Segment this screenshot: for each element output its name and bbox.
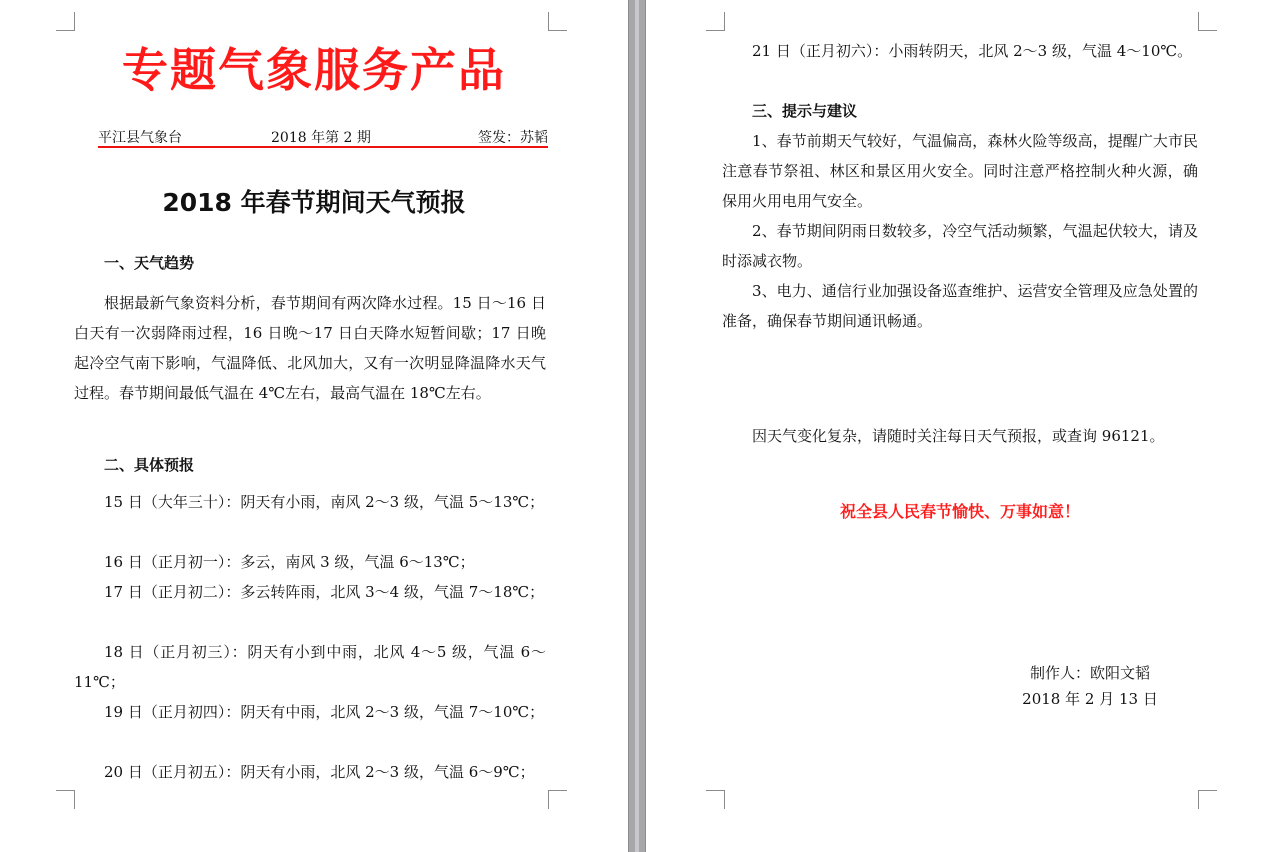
corner-mark bbox=[1198, 790, 1217, 809]
greeting-wish: 祝全县人民春节愉快、万事如意！ bbox=[839, 502, 1080, 521]
corner-mark bbox=[706, 790, 725, 809]
forecast-item: 19 日（正月初四）：阴天有中雨，北风 2～3 级，气温 7～10℃； bbox=[104, 703, 545, 721]
notice-text: 因天气变化复杂，请随时关注每日天气预报，或查询 96121。 bbox=[752, 427, 1165, 445]
corner-mark bbox=[56, 12, 75, 31]
forecast-item: 20 日（正月初五）：阴天有小雨，北风 2～3 级，气温 6～9℃； bbox=[104, 763, 535, 781]
forecast-item: 18 日（正月初三）：阴天有小到中雨，北风 4～5 级，气温 6～11℃； bbox=[74, 643, 546, 691]
corner-mark bbox=[548, 12, 567, 31]
document-title: 2018 年春节期间天气预报 bbox=[162, 188, 466, 217]
advice-item: 3、电力、通信行业加强设备巡查维护、运营安全管理及应急处置的准备，确保春节期间通讯畅通。 bbox=[722, 282, 1198, 330]
date-line: 2018 年 2 月 13 日 bbox=[1022, 690, 1158, 708]
advice-item: 2、春节期间阴雨日数较多，冷空气活动频繁，气温起伏较大，请及时添减衣物。 bbox=[722, 222, 1198, 270]
document-page-left bbox=[0, 0, 628, 852]
trend-paragraph: 根据最新气象资料分析，春节期间有两次降水过程。15 日～16 日白天有一次弱降雨过程，16 日晚～17 日白天降水短暂间歇；17 日晚起冷空气南下影响，气温降低、北风加大，又有一次明显降温降水天气过程。春节期间最低气温在 4℃左右，最高气温在 18℃左右。 bbox=[74, 294, 546, 402]
corner-mark bbox=[56, 790, 75, 809]
issue-info-line bbox=[98, 127, 548, 147]
section-heading-trend: 一、天气趋势 bbox=[104, 254, 195, 272]
corner-mark bbox=[548, 790, 567, 809]
corner-mark bbox=[706, 12, 725, 31]
issue-number: 2018 年第 2 期 bbox=[271, 130, 371, 146]
corner-mark bbox=[1198, 12, 1217, 31]
forecast-item: 16 日（正月初一）：多云，南风 3 级，气温 6～13℃； bbox=[104, 553, 475, 571]
product-banner: 专题气象服务产品 bbox=[122, 43, 506, 97]
advice-item: 1、春节前期天气较好，气温偏高，森林火险等级高，提醒广大市民注意春节祭祖、林区和景区用火安全。同时注意严格控制火种火源，确保用火用电用气安全。 bbox=[722, 132, 1198, 210]
forecast-item: 21 日（正月初六）：小雨转阴天，北风 2～3 级，气温 4～10℃。 bbox=[752, 42, 1193, 60]
forecast-item: 15 日（大年三十）：阴天有小雨，南风 2～3 级，气温 5～13℃； bbox=[104, 493, 545, 511]
forecast-item: 17 日（正月初二）：多云转阵雨，北风 3～4 级，气温 7～18℃； bbox=[104, 583, 545, 601]
author-line: 制作人：欧阳文韬 bbox=[1029, 664, 1150, 682]
red-divider bbox=[98, 146, 548, 148]
page-gutter bbox=[628, 0, 646, 852]
section-heading-forecast: 二、具体预报 bbox=[104, 456, 195, 474]
issuer: 签发：苏韬 bbox=[478, 130, 548, 146]
station-name: 平江县气象台 bbox=[98, 130, 182, 146]
section-heading-advice: 三、提示与建议 bbox=[752, 102, 858, 120]
